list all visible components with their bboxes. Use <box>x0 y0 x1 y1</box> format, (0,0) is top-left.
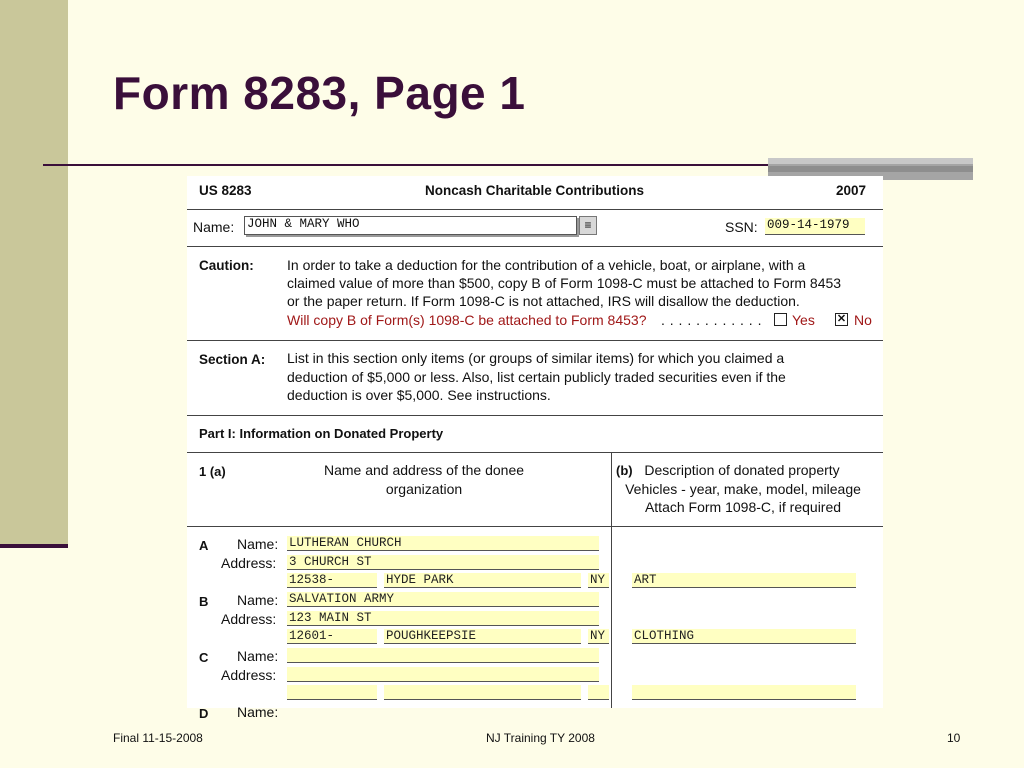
yes-checkbox[interactable] <box>774 313 787 326</box>
section-a-text-line: deduction is over $5,000. See instructions. <box>287 387 551 403</box>
title-rule <box>43 164 770 166</box>
donee-name-label: Name: <box>237 704 279 720</box>
donee-city-field[interactable] <box>384 685 581 700</box>
column-divider <box>611 453 612 708</box>
row-letter: D <box>199 706 209 721</box>
col-a-header-line: organization <box>385 481 463 497</box>
caution-text-line: or the paper return. If Form 1098-C is not attached, IRS will disallow the deduction. <box>287 293 800 309</box>
taxpayer-name-field[interactable]: JOHN & MARY WHO <box>244 216 577 235</box>
property-description-field[interactable]: CLOTHING <box>632 629 856 644</box>
row-letter: B <box>199 594 209 609</box>
divider <box>187 340 883 341</box>
divider <box>187 526 883 527</box>
donee-zip-field[interactable] <box>287 685 377 700</box>
yes-label: Yes <box>792 312 815 328</box>
donee-street-field[interactable]: 123 MAIN ST <box>287 611 599 626</box>
no-checkbox[interactable]: ✕ <box>836 313 847 325</box>
section-a-text-line: List in this section only items (or groups of similar items) for which you claimed a <box>287 350 785 366</box>
property-description-field[interactable] <box>632 685 856 700</box>
col-b-header-line: Description of donated property <box>644 462 840 478</box>
sidebar-accent-line <box>0 544 68 548</box>
donee-address-label: Address: <box>221 667 277 683</box>
divider <box>187 246 883 247</box>
caution-text-line: In order to take a deduction for the contribution of a vehicle, boat, or airplane, with a <box>287 257 806 273</box>
sidebar-decoration <box>0 0 68 545</box>
caution-label: Caution: <box>199 258 254 273</box>
col-b-header-line: Attach Form 1098-C, if required <box>644 499 842 515</box>
donee-zip-field[interactable]: 12538- <box>287 573 377 588</box>
ssn-field[interactable]: 009-14-1979 <box>765 218 865 235</box>
row-letter: A <box>199 538 209 553</box>
divider <box>187 209 883 210</box>
donee-street-field[interactable] <box>287 667 599 682</box>
col-b-letter: (b) <box>616 463 633 478</box>
form-id: US 8283 <box>199 183 252 198</box>
name-lookup-icon[interactable]: ≡ <box>579 216 597 235</box>
form-title: Noncash Charitable Contributions <box>425 183 645 198</box>
section-a-label: Section A: <box>199 352 266 367</box>
donee-address-label: Address: <box>221 611 277 627</box>
part1-title: Part I: Information on Donated Property <box>199 426 444 441</box>
caution-question: Will copy B of Form(s) 1098-C be attached to Form 8453? <box>287 312 647 328</box>
donee-name-label: Name: <box>237 648 279 664</box>
form-year: 2007 <box>836 183 867 198</box>
form-8283-page <box>187 176 883 721</box>
footer-date: Final 11-15-2008 <box>113 731 203 745</box>
donee-city-field[interactable]: POUGHKEEPSIE <box>384 629 581 644</box>
donee-name-label: Name: <box>237 536 279 552</box>
donee-state-field[interactable] <box>588 685 609 700</box>
ssn-label: SSN: <box>725 219 758 235</box>
caution-text-line: claimed value of more than $500, copy B of Form 1098-C must be attached to Form 8453 <box>287 275 842 291</box>
col-a-header-line: Name and address of the donee <box>323 462 525 478</box>
footer-title: NJ Training TY 2008 <box>486 731 595 745</box>
divider <box>187 415 883 416</box>
donee-name-label: Name: <box>237 592 279 608</box>
donee-street-field[interactable]: 3 CHURCH ST <box>287 555 599 570</box>
slide-title: Form 8283, Page 1 <box>113 67 526 119</box>
donee-city-field[interactable]: HYDE PARK <box>384 573 581 588</box>
divider <box>187 452 883 453</box>
footer-page-number: 10 <box>947 731 961 745</box>
donee-zip-field[interactable]: 12601- <box>287 629 377 644</box>
row-letter: C <box>199 650 209 665</box>
property-description-field[interactable]: ART <box>632 573 856 588</box>
no-label: No <box>854 312 872 328</box>
section-a-text-line: deduction of $5,000 or less. Also, list certain publicly traded securities even if the <box>287 369 786 385</box>
donee-name-field[interactable]: SALVATION ARMY <box>287 592 599 607</box>
line-1a-label: 1 (a) <box>199 464 226 479</box>
col-b-header-line: Vehicles - year, make, model, mileage <box>625 481 861 497</box>
donee-address-label: Address: <box>221 555 277 571</box>
name-label: Name: <box>193 219 235 235</box>
donee-state-field[interactable]: NY <box>588 629 609 644</box>
donee-state-field[interactable]: NY <box>588 573 609 588</box>
donee-name-field[interactable] <box>287 648 599 663</box>
leader-dots: . . . . . . . . . . . . <box>661 312 762 328</box>
donee-name-field[interactable]: LUTHERAN CHURCH <box>287 536 599 551</box>
